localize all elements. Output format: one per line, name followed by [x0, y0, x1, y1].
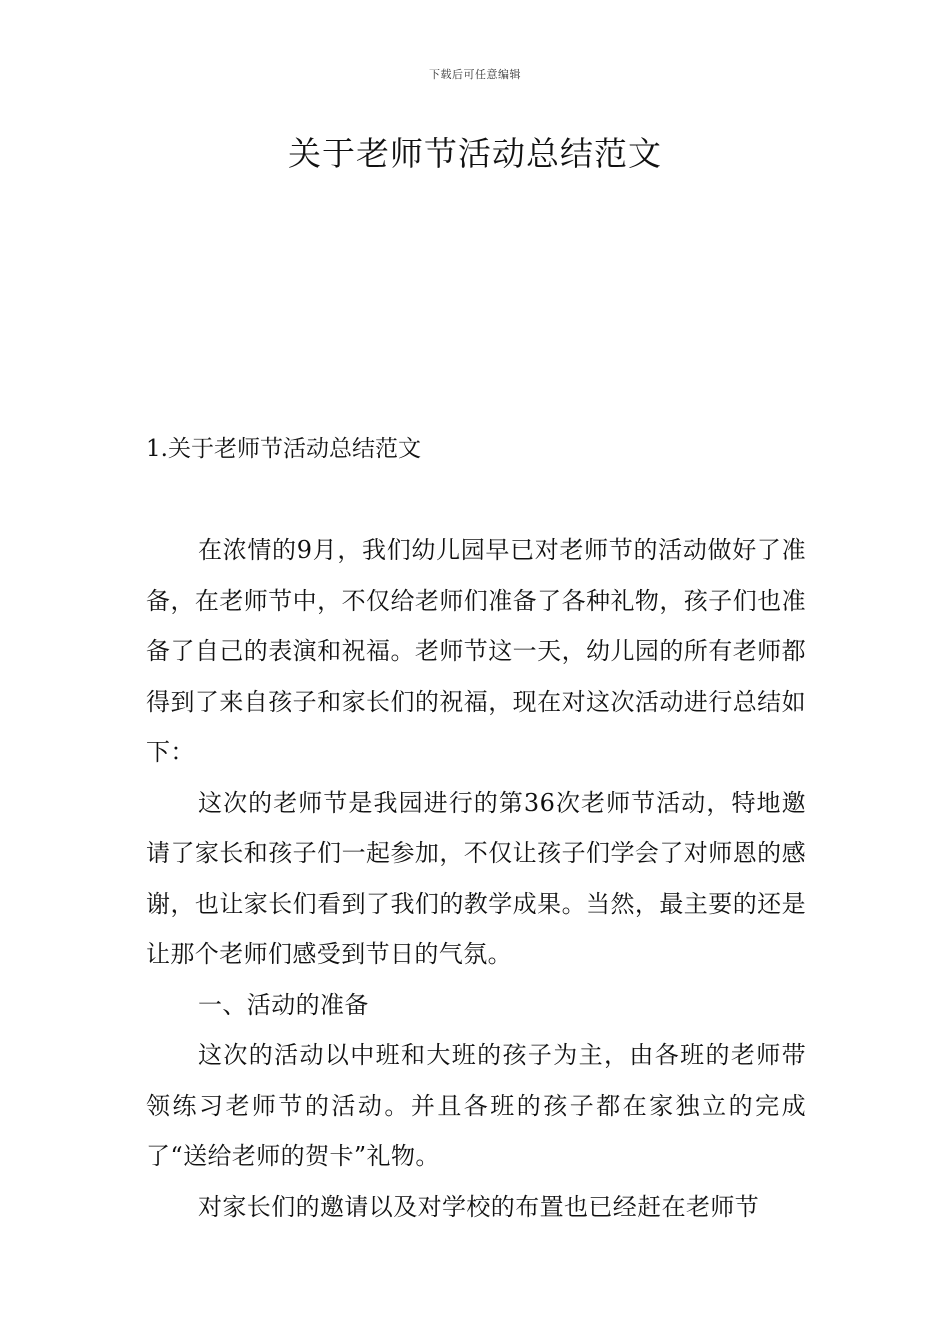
- paragraph-invitation: 对家长们的邀请以及对学校的布置也已经赶在老师节: [198, 1192, 760, 1221]
- subheading-preparation: 一、活动的准备: [198, 990, 369, 1019]
- header-note: 下载后可任意编辑: [429, 68, 521, 81]
- paragraph-preparation: 这次的活动以中班和大班的孩子为主，由各班的老师带领练习老师节的活动。并且各班的孩子都在家独立的完成了“送给老师的贺卡”礼物。: [146, 1041, 806, 1170]
- section-heading: 1.关于老师节活动总结范文: [146, 436, 421, 462]
- paragraph-intro: 在浓情的9月，我们幼儿园早已对老师节的活动做好了准备，在老师节中，不仅给老师们准备了各种礼物，孩子们也准备了自己的表演和祝福。老师节这一天，幼儿园的所有老师都得到了来自孩子和家长们的祝福，现在对这次活动进行总结如下：: [146, 536, 806, 766]
- body-text: [146, 525, 806, 1232]
- paragraph-background: 这次的老师节是我园进行的第36次老师节活动，特地邀请了家长和孩子们一起参加，不仅让孩子们学会了对师恩的感谢，也让家长们看到了我们的教学成果。当然，最主要的还是让那个老师们感受到节日的气氛。: [146, 788, 806, 968]
- document-title: 关于老师节活动总结范文: [288, 134, 662, 173]
